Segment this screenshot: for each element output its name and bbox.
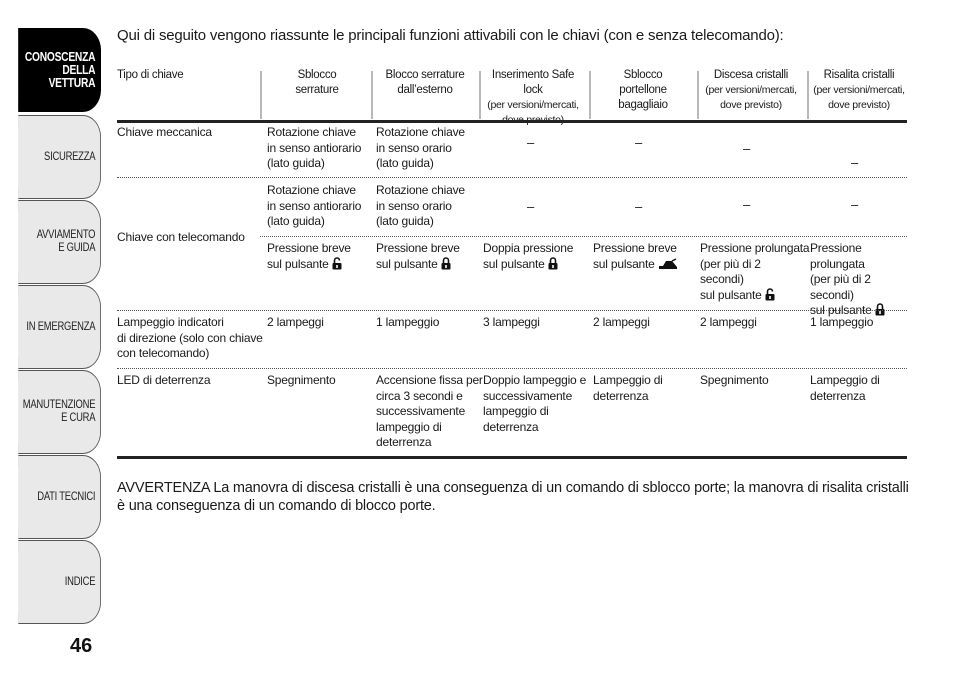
cell-text: Pressione prolungata (per più di 2 secondi) sul pulsante <box>700 241 810 302</box>
header-rule <box>117 120 907 123</box>
row-type-led: LED di deterrenza <box>117 373 211 387</box>
header-label: Sblocco portellone bagagliaio <box>618 69 668 111</box>
cell-safe-lock-button <box>483 241 573 272</box>
cell-safe-lock: – <box>527 135 535 150</box>
cell-windows-down: – <box>743 197 751 212</box>
lock-icon <box>441 257 451 270</box>
header-label: Inserimento Safe lock <box>491 69 575 96</box>
intro-text: Qui di seguito vengono riassunte le principali funzioni attivabili con le chiavi (con e senza telecomando): <box>117 27 784 44</box>
header-sublabel: (per versioni/mercati, <box>487 99 579 111</box>
cell-safe-lock: 3 lampeggi <box>483 315 540 329</box>
lock-icon <box>548 257 558 270</box>
cell-trunk: 2 lampeggi <box>593 315 650 329</box>
warning-note: AVVERTENZA La manovra di discesa cristalli è una conseguenza di un comando di sblocco porte; la manovra di risalita cristalli è una conseguenza di un comando di blocco porte. <box>117 480 909 514</box>
header-label: Discesa cristalli <box>713 69 789 81</box>
cell-lock: Rotazione chiave in senso orario (lato guida) <box>376 183 465 228</box>
row-type-remote: Chiave con telecomando <box>117 230 245 244</box>
table-bottom-rule <box>117 456 907 459</box>
tab-label: IN EMERGENZA <box>26 320 96 333</box>
cell-text: Pressione breve sul pulsante <box>267 241 351 271</box>
header-sublabel: (per versioni/mercati, dove previsto) <box>813 84 905 111</box>
cell-windows-down: 2 lampeggi <box>700 315 757 329</box>
cell-windows-down-button <box>700 241 809 303</box>
row-separator <box>117 177 907 178</box>
header-label: Tipo di chiave <box>117 69 184 81</box>
cell-lock-button <box>376 241 460 272</box>
cell-unlock: Rotazione chiave in senso antiorario (lato guida) <box>267 125 362 170</box>
tab-indice[interactable] <box>18 540 101 624</box>
header-safe-lock <box>481 68 585 128</box>
header-label: Blocco serrature dall’esterno <box>385 69 465 96</box>
tab-label: AVVIAMENTO E GUIDA <box>36 229 96 254</box>
cell-lock: 1 lampeggio <box>376 315 440 329</box>
tab-label: DATI TECNICI <box>37 490 96 503</box>
header-divider <box>371 71 373 119</box>
tab-in-emergenza[interactable] <box>18 285 101 369</box>
cell-unlock: 2 lampeggi <box>267 315 324 329</box>
header-windows-up <box>809 68 909 113</box>
tab-label: CONOSCENZA DELLA VETTURA <box>24 49 96 90</box>
tab-conoscenza-della-vettura[interactable] <box>18 28 101 112</box>
tab-avviamento-e-guida[interactable] <box>18 200 101 284</box>
tab-label: SICUREZZA <box>44 150 96 163</box>
header-key-type <box>117 68 247 83</box>
cell-windows-up: Lampeggio di deterrenza <box>810 373 880 403</box>
cell-text: Pressione breve sul pulsante <box>376 241 460 271</box>
header-label: Sblocco serrature <box>295 69 339 96</box>
page-number: 46 <box>70 635 93 657</box>
unlock-icon <box>765 288 775 301</box>
tab-dati-tecnici[interactable] <box>18 455 101 539</box>
tab-label: INDICE <box>64 575 96 588</box>
cell-windows-up: 1 lampeggio <box>810 315 874 329</box>
chapter-sidebar <box>0 0 103 677</box>
cell-windows-down: Spegnimento <box>700 373 769 387</box>
header-unlock <box>267 68 367 98</box>
cell-lock: Accensione fissa per circa 3 secondi e successivamente lampeggio di deterrenza <box>376 373 483 449</box>
cell-trunk: – <box>635 135 643 150</box>
cell-safe-lock: – <box>527 199 535 214</box>
row-separator <box>117 310 907 311</box>
cell-text: Pressione breve sul pulsante <box>593 241 677 271</box>
header-divider <box>260 71 262 119</box>
unlock-icon <box>332 257 342 270</box>
header-trunk <box>593 68 693 113</box>
cell-trunk-button <box>593 241 678 272</box>
row-type-mechanical: Chiave meccanica <box>117 125 212 139</box>
header-divider <box>589 71 591 119</box>
cell-unlock: Spegnimento <box>267 373 336 387</box>
cell-unlock-button <box>267 241 351 272</box>
row-separator <box>117 368 907 369</box>
cell-trunk: – <box>635 199 643 214</box>
header-lock <box>375 68 475 98</box>
row-type-indicators: Lampeggio indicatori di direzione (solo con chiave con telecomando) <box>117 315 263 360</box>
cell-text: Doppia pressione sul pulsante <box>483 241 574 271</box>
trunk-icon <box>658 258 678 270</box>
header-label: Risalita cristalli <box>823 69 895 81</box>
cell-windows-up: – <box>851 155 859 170</box>
cell-text: Pressione prolungata (per più di 2 secondi) sul pulsante <box>810 241 872 317</box>
cell-trunk: Lampeggio di deterrenza <box>593 373 663 403</box>
cell-windows-up: – <box>851 197 859 212</box>
header-windows-down <box>699 68 803 113</box>
tab-label: MANUTENZIONE E CURA <box>22 399 96 424</box>
cell-unlock: Rotazione chiave in senso antiorario (lato guida) <box>267 183 362 228</box>
cell-windows-up-button <box>810 241 907 319</box>
tab-sicurezza[interactable] <box>18 115 101 199</box>
header-sublabel: (per versioni/mercati, dove previsto) <box>705 84 797 111</box>
tab-manutenzione-e-cura[interactable] <box>18 370 101 454</box>
row-separator <box>260 236 907 237</box>
cell-windows-down: – <box>743 141 751 156</box>
cell-safe-lock: Doppio lampeggio e successivamente lampeggio di deterrenza <box>483 373 587 434</box>
cell-lock: Rotazione chiave in senso orario (lato guida) <box>376 125 465 170</box>
